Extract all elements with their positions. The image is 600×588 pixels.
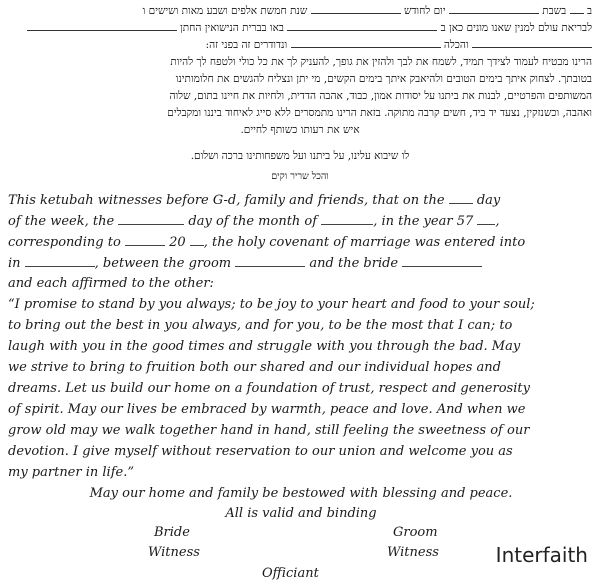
english-text: corresponding to (8, 235, 121, 250)
hebrew-paragraph-line: ואהבה, וכשנזקין, נצעד יד ביד, חשים קרבה מתוקה. בזאת הרינו מתמסרים ללא סייג לאיחוד ביננו ומקבלים (167, 107, 592, 119)
blank-line[interactable] (287, 21, 437, 31)
blank-line[interactable] (449, 4, 539, 14)
english-text: , in the year 57 (373, 214, 474, 229)
blank-line[interactable] (321, 212, 373, 225)
blank-line[interactable] (477, 212, 495, 225)
blank-line[interactable] (449, 191, 473, 204)
hebrew-paragraph-line: הרינו מבטיח לעמוד לצידך תמיד, לשמח את לבך ולהזין את גופך, להעניק לך את כל כולי ולטפח לך להיות (170, 56, 592, 68)
english-line-5: and each affirmed to the other: (8, 276, 214, 291)
vow-line: to bring out the best in you always, and for you, to be the most that I can; to (8, 318, 513, 333)
hebrew-text: יום לחודש (403, 5, 446, 17)
blank-line[interactable] (118, 212, 184, 225)
blank-line[interactable] (402, 254, 482, 267)
hebrew-text: בשבת (542, 5, 567, 17)
blank-line[interactable] (190, 233, 204, 246)
english-line-2 (8, 212, 594, 231)
english-text: and the bride (309, 256, 399, 271)
english-text: This ketubah witnesses before G-d, family and friends, that on the (8, 193, 445, 208)
vow-line: laugh with you in the good times and struggle with you through the bad. May (8, 339, 521, 354)
vow-line: grow old may we walk together hand in hand, still feeling the sweetness of our (8, 423, 530, 438)
blank-line[interactable] (27, 21, 177, 31)
officiant-signature-label: Officiant (262, 566, 319, 581)
hebrew-text: לבריאת עולם למנין שאנו מונים כאן ב (440, 22, 592, 34)
english-line-3 (8, 233, 594, 252)
hebrew-text: ונדודרים זה בפני זה: (205, 39, 288, 51)
witness-left-signature-label: Witness (148, 545, 200, 560)
english-text: day (476, 193, 501, 208)
hebrew-line-2 (8, 21, 592, 36)
groom-signature-label: Groom (393, 525, 438, 540)
blank-line[interactable] (125, 233, 165, 246)
blank-line[interactable] (235, 254, 305, 267)
blank-line[interactable] (472, 38, 592, 48)
vow-line: “I promise to stand by you always; to be joy to your heart and food to your soul; (8, 297, 535, 312)
hebrew-text: והכלה (443, 39, 469, 51)
english-text: , (495, 214, 500, 229)
english-text: 20 (169, 235, 186, 250)
bride-signature-label: Bride (154, 525, 190, 540)
blank-line[interactable] (570, 4, 584, 14)
hebrew-blessing: לו שיבוא עלינו, על ביתנו ועל משפחותינו ברכה ושלום. (190, 150, 410, 162)
hebrew-line-3 (8, 38, 592, 53)
hebrew-text: ב (586, 5, 592, 17)
hebrew-valid: והכל שריר וקים (271, 171, 329, 182)
blank-line[interactable] (311, 4, 401, 14)
english-line-1 (8, 191, 594, 210)
interfaith-label: Interfaith (495, 543, 588, 567)
vow-line: my partner in life.” (8, 465, 134, 480)
vow-line: of spirit. May our lives be embraced by warmth, peace and love. And when we (8, 402, 526, 417)
witness-right-signature-label: Witness (387, 545, 439, 560)
vow-line: we strive to bring to fruition both our shared and our individual hopes and (8, 360, 501, 375)
hebrew-text: באו בברית הנישואין החתן (180, 22, 284, 34)
english-text: of the week, the (8, 214, 115, 229)
english-text: , between the groom (94, 256, 232, 271)
blank-line[interactable] (291, 38, 441, 48)
english-text: in (8, 256, 21, 271)
vow-line: dreams. Let us build our home on a foundation of trust, respect and generosity (8, 381, 530, 396)
vow-line: devotion. I give myself without reservation to our union and welcome you as (8, 444, 513, 459)
hebrew-paragraph-line: איש את רעותו כשותף לחיים. (240, 124, 360, 136)
hebrew-line-1 (8, 4, 592, 19)
english-line-4 (8, 254, 594, 273)
valid-and-binding: All is valid and binding (225, 506, 377, 521)
blank-line[interactable] (25, 254, 95, 267)
hebrew-paragraph-line: בטובתך. לצחוק איתך בימים הטובים ולהיאבק איתך בימים הקשים, מי יתן ונצליח להגשים את חלומותינו (175, 73, 592, 85)
hebrew-text: שנת חמשת אלפים ושבע מאות ושישים ו (142, 5, 308, 17)
closing-blessing: May our home and family be bestowed with blessing and peace. (89, 486, 513, 501)
english-text: day of the month of (188, 214, 318, 229)
hebrew-paragraph-line: המשותפים והפרטיים, לבנות את ביתנו על יסודות אמון, כבוד, אהבה הדדית, ולחיות את חיינו בתום, שלוה (169, 90, 592, 102)
english-text: , the holy covenant of marriage was entered into (203, 235, 526, 250)
